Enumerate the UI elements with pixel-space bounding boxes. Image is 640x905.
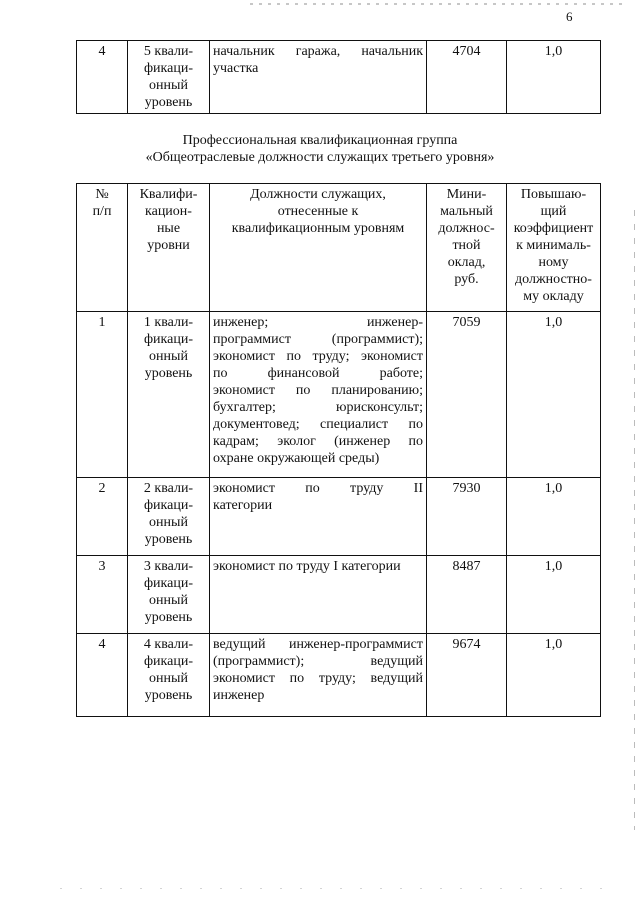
row-number: 2 — [77, 478, 128, 556]
table-header — [77, 184, 601, 312]
row-number: 4 — [77, 634, 128, 717]
salary-cell: 7930 — [427, 478, 507, 556]
coefficient-cell: 1,0 — [507, 312, 601, 478]
row-number: 4 — [77, 41, 128, 114]
qualification-level: 3 квали- фикаци- онный уровень — [128, 556, 210, 634]
group-title: Профессиональная квалификационная группа «Общеотраслевые должности служащих третьего уровня» — [145, 133, 495, 165]
table-row — [77, 556, 601, 634]
table-row — [77, 478, 601, 556]
positions-cell: экономист по труду II категории — [210, 478, 427, 556]
salary-cell: 7059 — [427, 312, 507, 478]
scan-artifact-bottom — [60, 888, 620, 889]
coefficient-cell: 1,0 — [507, 556, 601, 634]
table-row — [77, 41, 601, 114]
continuation-table — [76, 40, 601, 114]
page-number: 6 — [566, 9, 573, 24]
header-coefficient: Повышаю- щий коэффициент к минималь- ному должностно- му окладу — [507, 184, 601, 312]
coefficient-cell: 1,0 — [507, 41, 601, 114]
header-level: Квалифи- кацион- ные уровни — [128, 184, 210, 312]
positions-cell: ведущий инженер-программист (программист); ведущий экономист по труду; ведущий инженер — [210, 634, 427, 717]
coefficient-cell: 1,0 — [507, 478, 601, 556]
qualification-table — [76, 183, 601, 717]
row-number: 3 — [77, 556, 128, 634]
scan-artifact-edge — [634, 210, 635, 830]
coefficient-cell: 1,0 — [507, 634, 601, 717]
salary-cell: 9674 — [427, 634, 507, 717]
table-row — [77, 312, 601, 478]
qualification-level: 4 квали- фикаци- онный уровень — [128, 634, 210, 717]
header-salary: Мини- мальный должнос- тной оклад, руб. — [427, 184, 507, 312]
header-number: № п/п — [77, 184, 128, 312]
qualification-level: 5 квали- фикаци- онный уровень — [128, 41, 210, 114]
header-positions: Должности служащих, отнесенные к квалификационным уровням — [210, 184, 427, 312]
positions-cell: экономист по труду I категории — [210, 556, 427, 634]
table-row — [77, 634, 601, 717]
row-number: 1 — [77, 312, 128, 478]
salary-cell: 8487 — [427, 556, 507, 634]
salary-cell: 4704 — [427, 41, 507, 114]
positions-cell: начальник гаража, начальник участка — [210, 41, 427, 114]
qualification-level: 2 квали- фикаци- онный уровень — [128, 478, 210, 556]
scan-artifact-top — [250, 3, 625, 5]
qualification-level: 1 квали- фикаци- онный уровень — [128, 312, 210, 478]
positions-cell: инженер; инженер- программист (программист); экономист по труду; экономист по финансовой работе; экономист по планированию; бухгалтер; юрисконсульт; документовед; специалист по кадрам; эколог (инженер по охране окружающей среды) — [210, 312, 427, 478]
